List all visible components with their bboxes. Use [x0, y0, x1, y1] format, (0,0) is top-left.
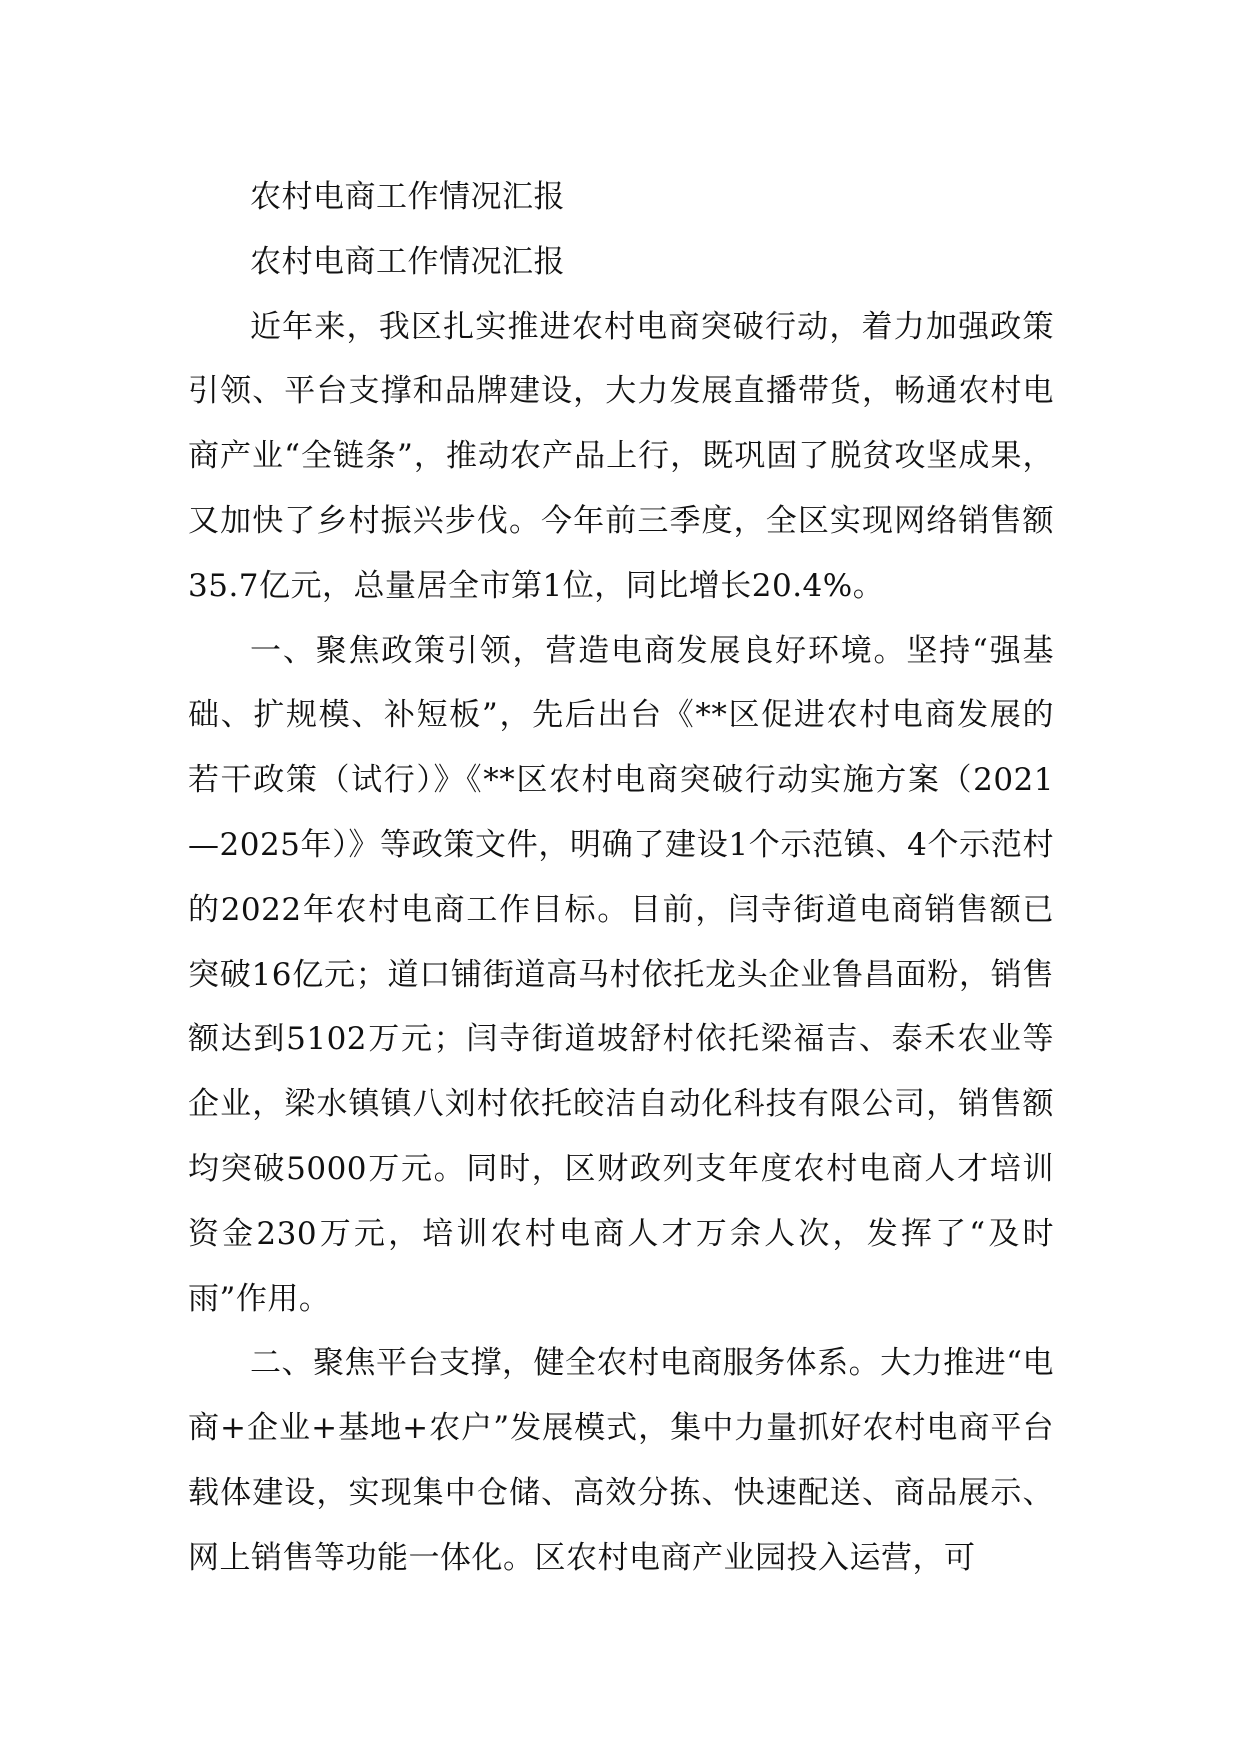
- paragraph-section-1: 一、聚焦政策引领，营造电商发展良好环境。坚持“强基础、扩规模、补短板”，先后出台《**区促进农村电商发展的若干政策（试行）》《**区农村电商突破行动实施方案（2021—2025年）》等政策文件，明确了建设1个示范镇、4个示范村的2022年农村电商工作目标。目前，闫寺街道电商销售额已突破16亿元；道口铺街道高马村依托龙头企业鲁昌面粉，销售额达到5102万元；闫寺街道坡舒村依托梁福吉、泰禾农业等企业，梁水镇镇八刘村依托皎洁自动化科技有限公司，销售额均突破5000万元。同时，区财政列支年度农村电商人才培训资金230万元，培训农村电商人才万余人次，发挥了“及时雨”作用。: [188, 632, 1054, 1317]
- paragraph-intro: 近年来，我区扎实推进农村电商突破行动，着力加强政策引领、平台支撑和品牌建设，大力发展直播带货，畅通农村电商产业“全链条”，推动农产品上行，既巩固了脱贫攻坚成果，又加快了乡村振兴步伐。今年前三季度，全区实现网络销售额35.7亿元，总量居全市第1位，同比增长20.4%。: [188, 308, 1054, 604]
- document-title: 农村电商工作情况汇报: [250, 179, 565, 215]
- document-subtitle: 农村电商工作情况汇报: [250, 243, 565, 280]
- document-body: [188, 165, 1054, 1591]
- paragraph-section-2: 二、聚焦平台支撑，健全农村电商服务体系。大力推进“电商+企业+基地+农户”发展模式，集中力量抓好农村电商平台载体建设，实现集中仓储、高效分拣、快速配送、商品展示、网上销售等功能一体化。区农村电商产业园投入运营，可: [188, 1345, 1054, 1576]
